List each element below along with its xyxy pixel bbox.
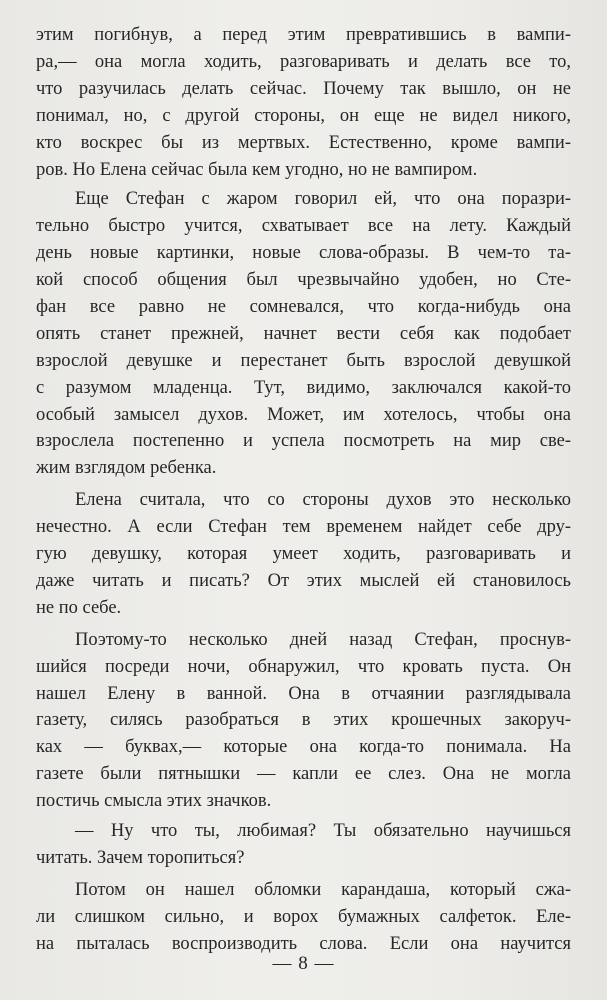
text-line: не по себе. bbox=[36, 598, 122, 618]
text-line: кой способ общения был чрезвычайно удобен, но Сте- bbox=[36, 270, 571, 290]
text-line: Потом он нашел обломки карандаша, который сжа- bbox=[75, 880, 571, 900]
text-line: — Ну что ты, любимая? Ты обязательно научишься bbox=[75, 821, 571, 841]
text-line: день новые картинки, новые слова-образы. В чем-то та- bbox=[36, 243, 571, 263]
text-line: Поэтому-то несколько дней назад Стефан, проснув- bbox=[75, 630, 571, 650]
text-line: понимал, но, с другой стороны, он еще не видел никого, bbox=[36, 106, 571, 126]
text-line: фан все равно не сомневался, что когда-нибудь она bbox=[36, 297, 571, 317]
text-line: газете были пятнышки — капли ее слез. Она не могла bbox=[36, 764, 571, 784]
text-line: читать. Зачем торопиться? bbox=[36, 848, 245, 868]
page-number: — 8 — bbox=[272, 953, 335, 974]
text-line: взрослой девушке и перестанет быть взрослой девушкой bbox=[36, 351, 571, 371]
text-line: взрослела постепенно и успела посмотреть на мир све- bbox=[36, 431, 571, 451]
text-line: гую девушку, которая умеет ходить, разговаривать и bbox=[36, 544, 571, 564]
text-line: ров. Но Елена сейчас была кем угодно, но не вампиром. bbox=[36, 160, 478, 180]
text-line: жим взглядом ребенка. bbox=[36, 458, 217, 478]
text-line: ках — буквах,— которые она когда-то понимала. На bbox=[36, 737, 571, 757]
text-line: на пыталась воспроизводить слова. Если она научится bbox=[36, 934, 571, 954]
text-line: Еще Стефан с жаром говорил ей, что она поразри- bbox=[75, 189, 571, 209]
text-line: особый замысел духов. Может, им хотелось, чтобы она bbox=[36, 405, 571, 425]
text-line: этим погибнув, а перед этим превратившись в вампи- bbox=[36, 25, 571, 45]
text-line: кто воскрес бы из мертвых. Естественно, кроме вампи- bbox=[36, 133, 571, 153]
text-line: даже читать и писать? От этих мыслей ей становилось bbox=[36, 571, 571, 591]
text-line: тельно быстро учится, схватывает все на лету. Каждый bbox=[36, 216, 571, 236]
text-line: газету, силясь разобраться в этих крошечных закоруч- bbox=[36, 710, 571, 730]
text-line: шийся посреди ночи, обнаружил, что кровать пуста. Он bbox=[36, 657, 571, 677]
text-line: опять станет прежней, начнет вести себя как подобает bbox=[36, 324, 571, 344]
text-line: Елена считала, что со стороны духов это несколько bbox=[75, 490, 571, 510]
text-line: постичь смысла этих значков. bbox=[36, 791, 272, 811]
text-line: с разумом младенца. Тут, видимо, заключался какой-то bbox=[36, 378, 571, 398]
text-line: ра,— она могла ходить, разговаривать и делать все то, bbox=[36, 52, 571, 72]
text-line: ли слишком сильно, и ворох бумажных салфеток. Еле- bbox=[36, 907, 571, 927]
text-line: нашел Елену в ванной. Она в отчаянии разглядывала bbox=[36, 684, 571, 704]
text-line: что разучилась делать сейчас. Почему так вышло, он не bbox=[36, 79, 571, 99]
text-line: нечестно. А если Стефан тем временем найдет себе дру- bbox=[36, 517, 571, 537]
